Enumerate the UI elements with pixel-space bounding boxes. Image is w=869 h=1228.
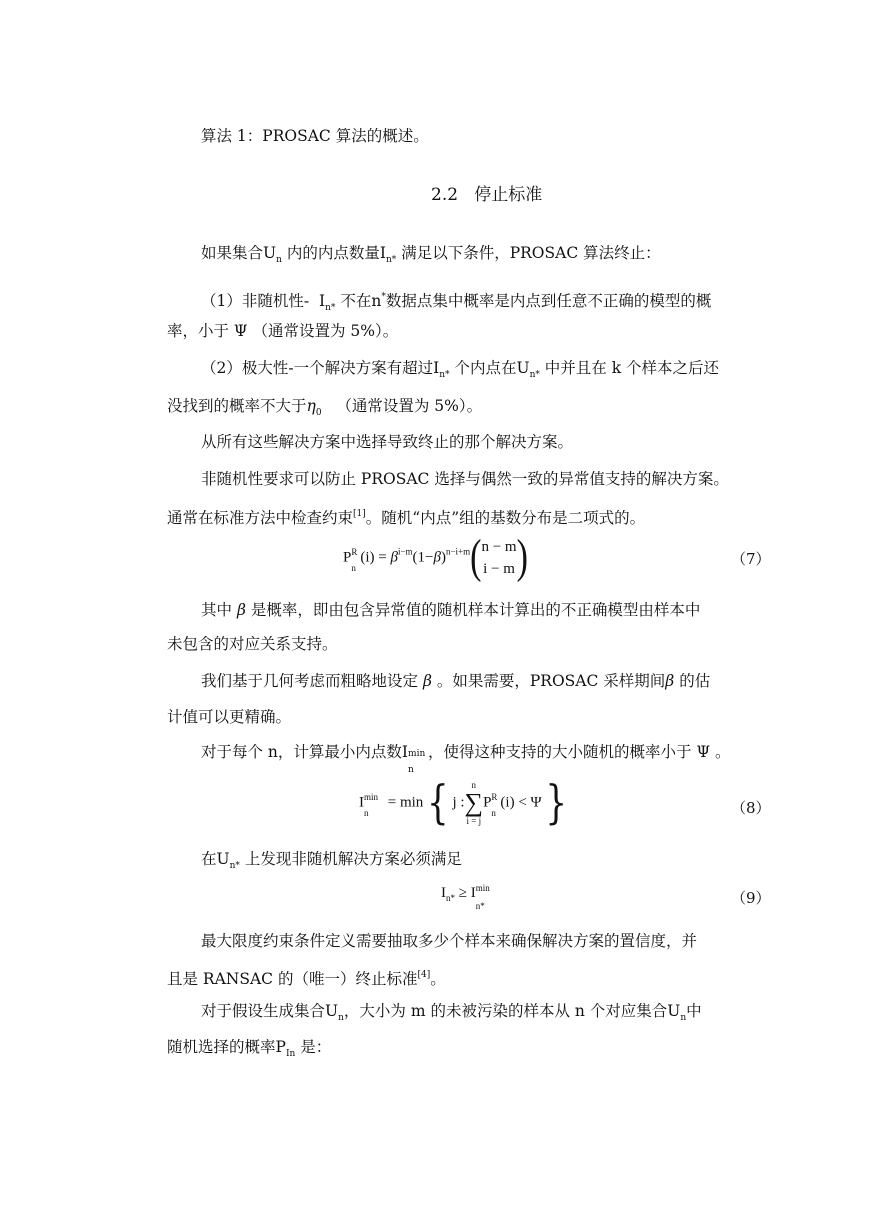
operator: ≥ (458, 885, 467, 901)
sum-lower-limit: i = j (466, 816, 482, 826)
algorithm-caption: 算法 1：PROSAC 算法的概述。 (201, 127, 429, 145)
symbol-U: U (216, 850, 230, 868)
symbol-I: I (379, 244, 386, 262)
text: 随机选择的概率 (167, 1038, 276, 1056)
paragraph-last-line-1 (201, 1001, 702, 1028)
text: 数据点集中概率是内点到任意不正确的模型的概 (385, 292, 712, 310)
binomial-bottom: i − m (483, 561, 515, 577)
binomial-top: n − m (481, 539, 517, 555)
exponent: i−m (397, 546, 413, 557)
section-title: 停止标准 (474, 185, 543, 205)
condition-2-line-2 (167, 396, 482, 423)
text: 。随机“内点”组的基数分布是二项式的。 (365, 509, 646, 527)
paragraph-found (201, 849, 462, 876)
text: 。 (430, 970, 446, 988)
text: 满足以下条件，PROSAC 算法终止： (401, 244, 661, 262)
section-heading (431, 180, 542, 205)
paragraph-stop-intro (201, 243, 661, 270)
symbol-I: I (441, 885, 446, 901)
text: 如果集合 (201, 244, 264, 262)
symbol-eta: η (306, 397, 316, 415)
symbol-I: I (470, 885, 476, 901)
left-brace: { (427, 776, 449, 830)
equation-7-number: （7） (731, 550, 771, 568)
text: 是： (300, 1038, 332, 1056)
binomial (481, 536, 516, 580)
superscript: R (351, 547, 358, 558)
text: 没找到的概率不大于 (167, 397, 307, 415)
text: 在 (201, 850, 217, 868)
paragraph-min-inliers (201, 742, 731, 775)
text: (i) = (360, 549, 387, 566)
symbol-beta: β (422, 672, 432, 690)
text: 内的内点数量 (286, 244, 380, 262)
text: ，大小为 m 的未被污染的样本从 n 个对应集合 (343, 1002, 668, 1020)
condition-1-line-2: 率，小于 Ψ （通常设置为 5%）。 (167, 322, 399, 340)
subscript: In (285, 1049, 296, 1059)
citation: [4] (417, 970, 431, 980)
subscript: n (338, 1013, 344, 1023)
text: 且是 RANSAC 的（唯一）终止标准 (167, 970, 418, 988)
symbol-U: U (263, 244, 277, 262)
paragraph-nonrandom-line-1: 非随机性要求可以防止 PROSAC 选择与偶然一致的异常值支持的解决方案。 (201, 470, 729, 488)
subscript: n (351, 563, 356, 574)
symbol-U: U (667, 1002, 681, 1020)
equation-9-number: （9） (731, 889, 771, 907)
symbol-n: n (371, 292, 382, 310)
symbol-P: P (343, 549, 352, 566)
text: ，使得这种支持的大小随机的概率小于 Ψ 。 (428, 743, 731, 761)
text: 中 (686, 1002, 702, 1020)
text: （通常设置为 5%）。 (336, 397, 483, 415)
citation: [1] (353, 509, 366, 519)
paragraph-beta2-line-2: 计值可以更精确。 (167, 708, 292, 726)
right-brace: } (545, 776, 567, 830)
subscript: n* (475, 901, 485, 911)
subscript: n* (529, 370, 540, 380)
paragraph-last-line-2 (167, 1037, 331, 1064)
symbol-beta: β (433, 549, 441, 566)
subscript: n (491, 808, 496, 819)
text: (1− (412, 549, 434, 566)
paragraph-max-line-2 (167, 965, 446, 989)
text: 个内点在 (454, 359, 517, 377)
text: 通常在标准方法中检查约束 (167, 509, 354, 527)
subscript: n* (439, 370, 450, 380)
symbol-I: I (359, 794, 364, 811)
symbol-I: I (433, 359, 440, 377)
symbol-U: U (516, 359, 530, 377)
text: （2）极大性-一个解决方案有超过 (201, 359, 434, 377)
superscript: * (381, 292, 386, 302)
subscript: n* (385, 255, 397, 265)
text: 上发现非随机解决方案必须满足 (244, 850, 462, 868)
text: 我们基于几何考虑而粗略地设定 (201, 672, 419, 690)
superscript: min (408, 749, 426, 759)
text: 对于每个 n，计算最小内点数 (201, 743, 402, 761)
right-paren: ) (516, 531, 528, 584)
paragraph-nonrandom-line-2 (167, 504, 645, 528)
equation-8 (359, 776, 567, 830)
superscript: min (364, 792, 379, 803)
summation (465, 780, 484, 826)
text: （1）非随机性- (201, 292, 310, 310)
equation-8-number: （8） (731, 799, 771, 817)
symbol-beta: β (665, 672, 675, 690)
paragraph-beta-line-2: 未包含的对应关系支持。 (167, 635, 338, 653)
subscript: 0 (315, 408, 322, 418)
text: 是概率，即由包含异常值的随机样本计算出的不正确模型由样本中 (250, 601, 701, 619)
text: 不在 (340, 292, 372, 310)
symbol-P: P (275, 1038, 286, 1056)
subscript: n* (229, 861, 240, 871)
symbol-beta: β (390, 549, 398, 566)
section-number: 2.2 (431, 185, 459, 205)
symbol-I: I (318, 292, 326, 310)
text: 的估 (679, 672, 711, 690)
subscript: n* (446, 893, 455, 903)
paragraph-max-line-1: 最大限度约束条件定义需要抽取多少个样本来确保解决方案的置信度，并 (201, 932, 698, 950)
sum-upper-limit: n (471, 780, 477, 790)
symbol-beta: β (236, 601, 246, 619)
subscript: n (680, 1013, 687, 1023)
superscript: min (475, 883, 490, 893)
text: 中并且在 k 个样本之后还 (544, 359, 720, 377)
equation-9 (441, 883, 496, 911)
condition-2-line-1 (201, 358, 719, 385)
subscript: n* (325, 303, 336, 313)
text: (i) < Ψ (500, 794, 542, 811)
text: 其中 (201, 601, 233, 619)
text: 对于假设生成集合 (201, 1002, 326, 1020)
left-paren: ( (470, 531, 482, 584)
text: j : (452, 794, 465, 811)
paragraph-select: 从所有这些解决方案中选择导致终止的那个解决方案。 (201, 433, 574, 451)
exponent: n−i+m (445, 546, 471, 557)
text: ) (440, 549, 446, 566)
subscript: n (364, 808, 369, 819)
symbol-I: I (401, 743, 409, 761)
text: = min (387, 794, 424, 811)
equation-7 (343, 531, 528, 584)
sum-operator: ∑ (464, 788, 484, 817)
paragraph-beta2-line-1 (201, 671, 710, 691)
symbol-U: U (325, 1002, 339, 1020)
subscript: n (276, 255, 282, 265)
text: 。如果需要，PROSAC 采样期间 (436, 672, 666, 690)
symbol-P: P (483, 794, 492, 811)
subscript: n (408, 765, 414, 775)
condition-1-line-1 (201, 287, 711, 318)
superscript: R (491, 792, 498, 803)
paragraph-beta-line-1 (201, 600, 700, 620)
